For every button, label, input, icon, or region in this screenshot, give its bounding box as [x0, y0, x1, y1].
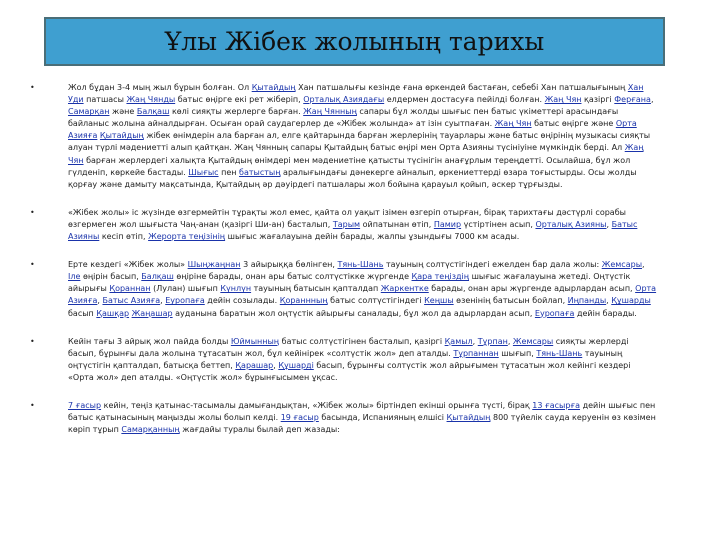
paragraph-text: басында, Испанияның елшісі — [318, 413, 447, 423]
bullet-marker: • — [30, 260, 35, 270]
wiki-link[interactable]: Хан Уди — [68, 83, 644, 105]
paragraph-text: пен — [218, 167, 240, 177]
wiki-link[interactable]: 7 ғасыр — [68, 400, 102, 410]
paragraph-text: басып, бұрынғы солтүстік жол айрығымен тұтасатын жол кейінгі кездері «Орта жол» деп аталды. «Оңтүстік жол» бұрынғысымен ұқсас. — [68, 360, 631, 382]
paragraph-text: өзенінің батысын бойлап, — [453, 296, 568, 306]
bullet-marker: • — [30, 207, 35, 217]
paragraph-text: дейін созылады. — [204, 296, 280, 306]
paragraph-text: барады, онан ары жүргенде адырлардан асып, — [428, 284, 636, 294]
wiki-link[interactable]: Тарым — [332, 219, 361, 229]
wiki-link[interactable]: Иңпанды — [567, 296, 607, 306]
paragraph-text: (Лулан) шығып — [150, 284, 221, 294]
paragraph-text: 800 түйелік сауда керуенін өз көзімен көріп тұрып — [68, 413, 656, 435]
paragraph-text: кейін, теңіз қатынас-тасымалы дамығандықтан, «Жібек жолы» біртіндеп екінші орынға түсті, бірақ — [101, 400, 533, 410]
paragraph-text: , — [160, 296, 166, 306]
paragraph-text: батыс солтүстігіндегі — [327, 296, 425, 306]
wiki-link[interactable]: Орта Азияға — [68, 284, 657, 306]
paragraph-text: батыс өңірге екі рет жіберіп, — [175, 95, 304, 105]
wiki-link[interactable]: Жемсары — [512, 336, 554, 346]
bullet-marker: • — [30, 83, 35, 92]
paragraph-text: барған жерлердегі халықта Қытайдың өнімдері мен мәдениетіне қатысты түсінігін анағұрлым тереңдетті. Осылайша, бұл жол гүлденіп, көркейе бастады. — [68, 155, 631, 177]
paragraph-text: шығып, — [498, 348, 537, 358]
wiki-link[interactable]: Батыс Азияны — [68, 219, 638, 242]
wiki-link[interactable]: Құшарді — [278, 360, 314, 370]
paragraph-text: қазіргі — [581, 95, 615, 105]
paragraph-text: дейін шығыс пен батыс қатынасының маңызды жолы болып келді. — [68, 400, 656, 423]
paragraph-text: Жол бұдан 3-4 мың жыл бұрын болған. Ол — [68, 83, 252, 92]
wiki-link[interactable]: Балқаш — [136, 107, 170, 117]
paragraph-text: өңіріне барады, онан ары батыс солтүстікке жүргенде — [173, 272, 412, 282]
paragraph-text: , — [507, 336, 513, 346]
paragraph-text: Кейін тағы 3 айрық жол пайда болды — [68, 336, 231, 346]
paragraph-text: , — [650, 95, 654, 105]
wiki-link[interactable]: Қытайдың — [446, 413, 491, 423]
paragraph-text: , — [642, 260, 645, 270]
page-title: Ұлы Жібек жолының тарихы — [164, 27, 545, 56]
wiki-link[interactable]: Жаң Чян — [494, 119, 532, 129]
paragraph-text: Хан патшалығы кезінде ғана өркендей бастаған, себебі Хан патшалығының — [295, 83, 628, 92]
paragraph-1 — [30, 82, 658, 191]
paragraph-text: шығыс жағалауына жетеді. Оңтүстік айырығы — [68, 272, 631, 294]
wiki-link[interactable]: Орталық Азияны — [535, 219, 607, 229]
wiki-link[interactable]: Жаркентке — [380, 284, 429, 294]
paragraph-text: жағдайы туралы былай деп жазады: — [179, 425, 340, 435]
paragraph-text: 3 айырыққа бөлінген, — [240, 260, 338, 270]
paragraph-text: , — [606, 219, 612, 229]
wiki-link[interactable]: Жаң Чянның — [303, 107, 357, 117]
paragraph-text: , — [273, 360, 279, 370]
paragraph-text: өңірін басып, — [80, 272, 142, 282]
paragraph-text: патшасы — [83, 95, 127, 105]
wiki-link[interactable]: Қара теңіздің — [411, 272, 470, 282]
wiki-link[interactable]: Еуропаға — [534, 308, 575, 318]
wiki-link[interactable]: Қамыл — [444, 336, 473, 346]
paragraph-text: елдермен достасуға пейілді болған. — [384, 95, 545, 105]
wiki-link[interactable]: Тұрпан — [477, 336, 508, 346]
paragraph-text: тауының батысын қапталдап — [251, 284, 381, 294]
paragraph-text: ауданына баратын жол оңтүстік айырығы саналады, бұл жол да адырлардан асып, — [172, 308, 535, 318]
paragraph-text: кесіп өтіп, — [99, 232, 149, 242]
paragraph-text: ойпатынан өтіп, — [360, 219, 434, 229]
wiki-link[interactable]: Юймынның — [230, 336, 280, 346]
paragraph-text: , — [472, 336, 478, 346]
paragraph-text: тауының солтүстігіндегі ежелден бар дала жолы: — [383, 260, 602, 270]
wiki-link[interactable]: Тұрпаннан — [453, 348, 499, 358]
wiki-link[interactable]: Қораннның — [279, 296, 328, 306]
wiki-link[interactable]: Балқаш — [141, 272, 174, 282]
wiki-link[interactable]: Шығыс — [188, 167, 219, 177]
bullet-marker: • — [30, 336, 35, 346]
paragraph-text: сияқты жерлерді басып, бұрынғы дала жолына тұтасатын жол, бұл кейінірек «солтүстік жол» деп аталды. — [68, 336, 629, 358]
paragraph-text: үстіртінен асып, — [461, 219, 536, 229]
wiki-link[interactable]: Жерорта теңізінің — [148, 232, 226, 242]
paragraph-text: тауының оңтүстігін қапталдап, батысқа беттеп, — [68, 348, 623, 370]
paragraph-text: дейін барады. — [574, 308, 637, 318]
paragraph-text: және — [109, 107, 137, 117]
wiki-link[interactable]: Жемсары — [601, 260, 643, 270]
paragraph-text: , — [606, 296, 612, 306]
paragraph-text: батыс өңірге және — [531, 119, 616, 129]
wiki-link[interactable]: Жаң Чян — [544, 95, 582, 105]
wiki-link[interactable]: 13 ғасырға — [532, 400, 581, 410]
paragraph-text: сапары бұл жолды шығыс пен батыс үкіметтері арасындағы байланыс жолына айналдырған. Осыған орай саудагерлер де «Жібек жолында» ат ізін суытпаған. — [68, 107, 619, 129]
wiki-link[interactable]: 19 ғасыр — [280, 413, 319, 423]
wiki-link[interactable]: Жаң Чян — [68, 143, 644, 165]
wiki-link[interactable]: Самарқанның — [121, 425, 180, 435]
wiki-link[interactable]: Іле — [68, 272, 81, 282]
wiki-link[interactable]: Қытайдың — [251, 83, 296, 92]
wiki-link[interactable]: Тянь-Шань — [337, 260, 384, 270]
wiki-link[interactable]: Жаң Чянды — [126, 95, 176, 105]
wiki-link[interactable]: Тянь-Шань — [536, 348, 583, 358]
wiki-link[interactable]: Шыңжаңнан — [187, 260, 241, 270]
wiki-link[interactable]: батыстың — [239, 167, 281, 177]
wiki-link[interactable]: Күнлүн — [220, 284, 252, 294]
wiki-link[interactable]: Қытайдың — [99, 131, 144, 141]
paragraph-4 — [30, 336, 658, 384]
wiki-link[interactable]: Батыс Азияға — [102, 296, 161, 306]
paragraph-text: аралығындағы дәнекерге айналып, өркениеттерді өзара тоғыстырды. Осы жолды қорғау және дамыту мақсатында, Қытайдың әр дәуірдегі патшалары жол бойына қарауыл қойып, әскер тұрғызды. — [68, 167, 637, 189]
paragraph-text: батыс солтүстігінен басталып, қазіргі — [279, 336, 445, 346]
wiki-link[interactable]: Қарашар — [235, 360, 274, 370]
paragraph-text: шығыс жағалауына дейін барады, жалпы ұзындығы 7000 км асады. — [225, 232, 520, 242]
wiki-link[interactable]: Қашқар — [96, 308, 130, 318]
paragraph-text: көлі сияқты жерлерге барған. — [169, 107, 304, 117]
title-banner — [44, 17, 665, 66]
paragraph-3 — [30, 259, 658, 319]
wiki-link[interactable]: Жаңашар — [131, 308, 173, 318]
paragraph-text: , — [97, 296, 103, 306]
wiki-link[interactable]: Кеңшы — [424, 296, 454, 306]
wiki-link[interactable]: Орталық Азиядағы — [303, 95, 385, 105]
paragraph-2 — [30, 207, 658, 243]
paragraph-5 — [30, 400, 658, 436]
wiki-link[interactable]: Памир — [433, 219, 462, 229]
wiki-link[interactable]: Самарқан — [68, 107, 110, 117]
paragraph-text: Ерте кездегі «Жібек жолы» — [68, 260, 188, 270]
paragraph-text: басып — [68, 308, 97, 318]
bullet-marker: • — [30, 400, 35, 410]
wiki-link[interactable]: Ферғана — [614, 95, 651, 105]
paragraph-text: жібек өнімдерін ала барған ал, елге қайтарында барған жерлерінің тауарлары және батыс өңірінің музыкасы сияқты алуан түрлі мәдениетті алып қайтқан. Жаң Чянның сапары Қытайдың батыс өңірі мен Орта Азияны түсініуіне мүмкіндік берді. Ал — [68, 131, 651, 153]
wiki-link[interactable]: Еуропаға — [165, 296, 205, 306]
wiki-link[interactable]: Құшарды — [611, 296, 651, 306]
wiki-link[interactable]: Қораннан — [109, 284, 151, 294]
article-body — [30, 82, 658, 452]
paragraph-text: «Жібек жолы» іс жүзінде өзгермейтін тұрақты жол емес, қайта ол уақыт ізімен өзгеріп отырған, бірақ тарихтағы дәстүрлі сорабы өзгермеген жол шығыста Чаң-анан (қазіргі Ши-ан) басталып, — [68, 207, 626, 229]
wiki-link[interactable]: Орта Азияға — [68, 119, 637, 141]
